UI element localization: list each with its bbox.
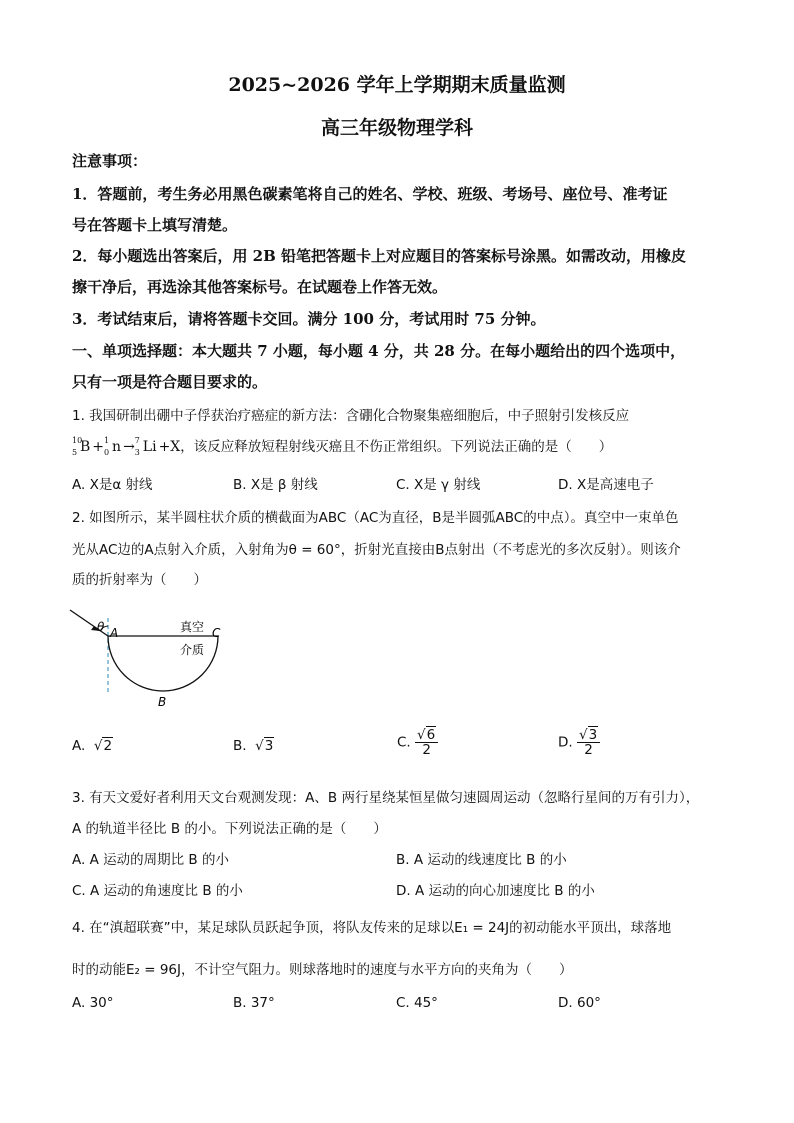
label-b: B [158, 695, 167, 709]
q4-option-d: D. 60° [558, 995, 601, 1011]
section-heading: 只有一项是符合题目要求的。 [72, 373, 268, 391]
notice-line: 3．考试结束后，请将答题卡交回。满分 100 分，考试用时 75 分钟。 [72, 310, 546, 328]
label-medium: 介质 [180, 643, 205, 657]
q1-option-c: C. X是 γ 射线 [396, 477, 481, 493]
label-c: C [212, 626, 221, 640]
q1-nuclear-equation: 10 5 B + 1 0 n → 7 3 Li +X，该反应释放短程射线灭癌且不伤正常组织。下列说法正确的是（ ） [72, 436, 613, 457]
q4-stem-line: 4. 在“滇超联赛”中，某足球队员跃起争顶，将队友传来的足球以E₁ = 24J的初动能水平顶出，球落地 [72, 920, 672, 936]
q1-stem: 1. 我国研制出硼中子俘获治疗癌症的新方法：含硼化合物聚集癌细胞后，中子照射引发核反应 [72, 408, 630, 424]
q3-option-c: C. A 运动的角速度比 B 的小 [72, 883, 243, 899]
q2-stem-line: 光从AC边的A点射入介质，入射角为θ = 60°，折射光直接由B点射出（不考虑光的多次反射）。则该介 [72, 542, 681, 558]
q3-stem-line: 3. 有天文爱好者利用天文台观测发现：A、B 两行星绕某恒星做匀速圆周运动（忽略行星间的万有引力）， [72, 790, 700, 806]
notice-line: 2．每小题选出答案后，用 2B 铅笔把答题卡上对应题目的答案标号涂黑。如需改动，用橡皮 [72, 247, 687, 265]
q3-option-d: D. A 运动的向心加速度比 B 的小 [396, 883, 595, 899]
q4-option-c: C. 45° [396, 995, 438, 1011]
q1-option-d: D. X是高速电子 [558, 477, 654, 493]
q1-option-a: A. X是α 射线 [72, 477, 153, 493]
q1-eq-tail: ，该反应释放短程射线灭癌且不伤正常组织。下列说法正确的是（ ） [180, 439, 613, 455]
q2-option-c: C. $\frac{√6}{2}$ [397, 728, 438, 757]
section-heading: 一、单项选择题：本大题共 7 小题，每小题 4 分，共 28 分。在每小题给出的四个选项中， [72, 342, 686, 360]
q3-option-a: A. A 运动的周期比 B 的小 [72, 852, 229, 868]
label-theta: θ [97, 620, 105, 634]
q2-option-b: B. √3 [233, 738, 274, 754]
q3-option-b: B. A 运动的线速度比 B 的小 [396, 852, 567, 868]
q1-option-b: B. X是 β 射线 [233, 477, 318, 493]
q2-option-d: D. $\frac{√3}{2}$ [558, 728, 600, 757]
notice-line: 1．答题前，考生务必用黑色碳素笔将自己的姓名、学校、班级、考场号、座位号、准考证 [72, 185, 668, 203]
label-a: A [110, 626, 119, 640]
q2-figure [60, 598, 240, 713]
notice-line: 擦干净后，再选涂其他答案标号。在试题卷上作答无效。 [72, 278, 448, 296]
q4-option-a: A. 30° [72, 995, 114, 1011]
q2-stem-line: 质的折射率为（ ） [72, 572, 207, 588]
label-vacuum: 真空 [180, 620, 205, 634]
exam-subtitle: 高三年级物理学科 [320, 117, 473, 139]
exam-title: 2025~2026 学年上学期期末质量监测 [228, 74, 566, 96]
q2-stem-line: 2. 如图所示，某半圆柱状介质的横截面为ABC（AC为直径，B是半圆弧ABC的中点）。真空中一束单色 [72, 510, 679, 526]
notice-line: 号在答题卡上填写清楚。 [72, 216, 238, 234]
q4-option-b: B. 37° [233, 995, 275, 1011]
q4-stem-line: 时的动能E₂ = 96J，不计空气阻力。则球落地时的速度与水平方向的夹角为（ ） [72, 962, 573, 978]
q2-option-a: A. √2 [72, 738, 113, 754]
notice-heading: 注意事项： [72, 152, 148, 170]
q3-stem-line: A 的轨道半径比 B 的小。下列说法正确的是（ ） [72, 821, 387, 837]
